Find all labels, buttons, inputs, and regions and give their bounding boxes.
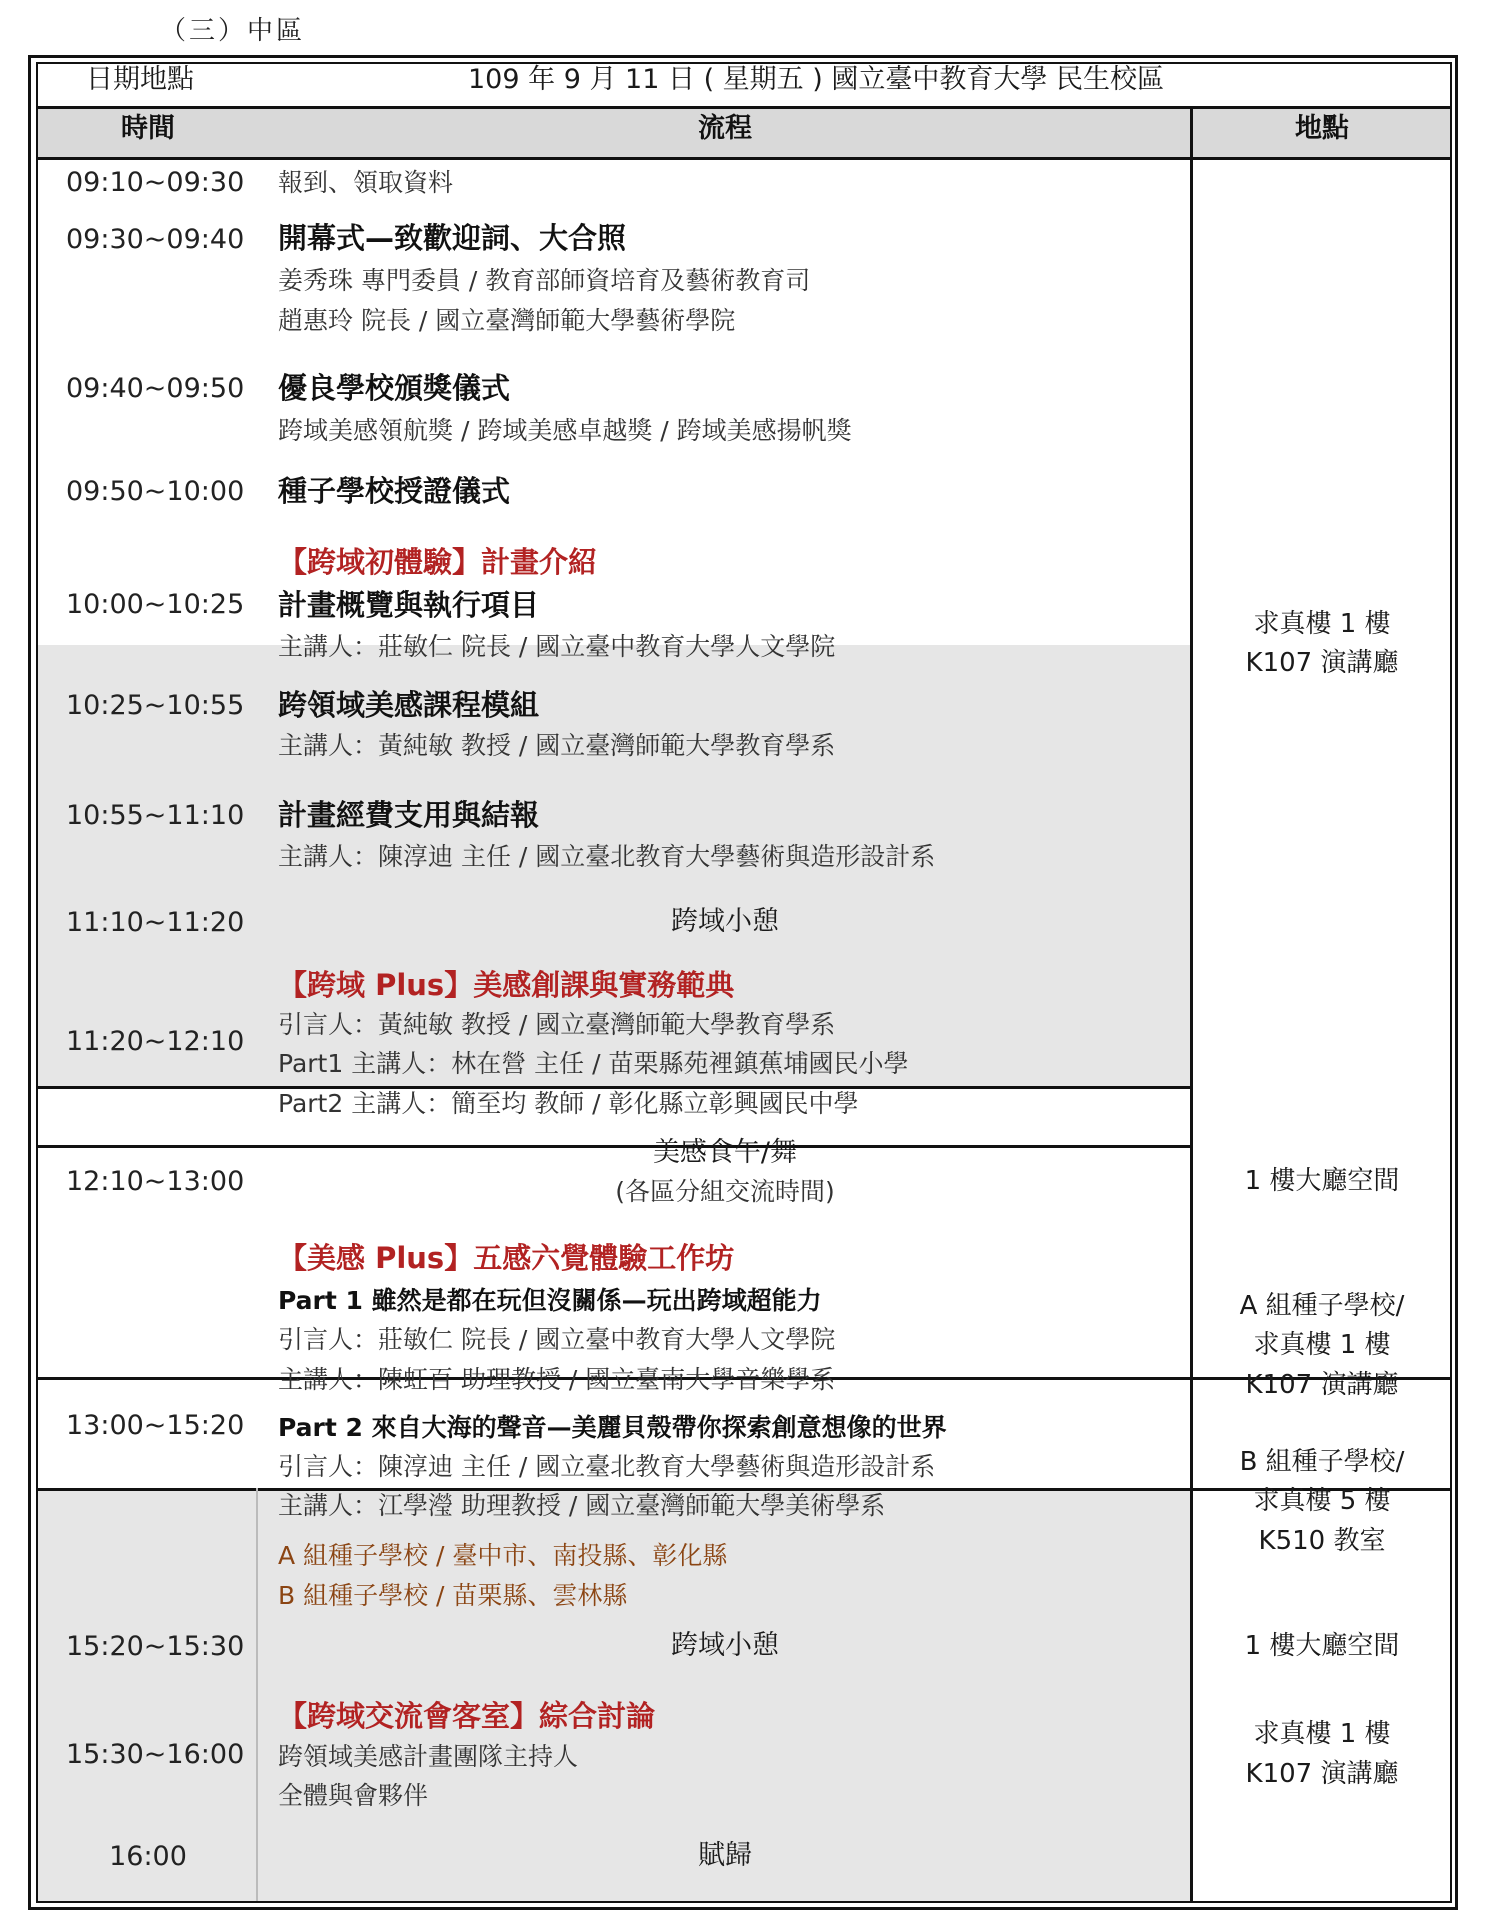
place-a-2: 求真樓 1 樓 (1253, 1330, 1391, 1361)
place-main-1: 求真樓 1 樓 (1253, 608, 1391, 639)
time-1600: 16:00 (109, 1841, 187, 1873)
budget-speaker: 主講人：陳淳迪 主任 / 國立臺北教育大學藝術與造形設計系 (278, 841, 936, 871)
time-0940: 09:40~09:50 (66, 373, 245, 405)
time-1055: 10:55~11:10 (66, 800, 245, 832)
award-line-1: 跨域美感領航獎 / 跨域美感卓越獎 / 跨域美感揚帆獎 (278, 416, 852, 446)
flow-overview: 計畫概覽與執行項目 (278, 588, 540, 623)
time-1025: 10:25~10:55 (66, 689, 245, 721)
place-b-1: B 組種子學校/ (1239, 1446, 1405, 1477)
col-flow: 流程 (698, 113, 752, 145)
workshop-part2: Part 2 來自大海的聲音—美麗貝殼帶你探索創意想像的世界 (278, 1412, 947, 1442)
time-1530: 15:30~16:00 (66, 1739, 245, 1771)
flow-lunch: 美感食午/舞 (652, 1136, 798, 1168)
part2-line-2: 主講人：江學瀅 助理教授 / 國立臺灣師範大學美術學系 (278, 1491, 886, 1521)
flow-award: 優良學校頒獎儀式 (278, 371, 511, 406)
workshop-heading: 【美感 Plus】五感六覺體驗工作坊 (278, 1241, 735, 1276)
place-a-3: K107 演講廳 (1245, 1369, 1399, 1400)
place-lobby-1: 1 樓大廳空間 (1244, 1165, 1400, 1196)
time-1520: 15:20~15:30 (66, 1631, 245, 1663)
flow-certificate: 種子學校授證儀式 (278, 474, 511, 509)
place-lobby-2: 1 樓大廳空間 (1244, 1631, 1400, 1662)
place-main-2: K107 演講廳 (1245, 647, 1399, 678)
time-1110: 11:10~11:20 (66, 907, 245, 939)
time-1120: 11:20~12:10 (66, 1026, 245, 1058)
time-1300: 13:00~15:20 (66, 1410, 245, 1442)
flow-opening: 開幕式—致歡迎詞、大合照 (278, 221, 627, 256)
plus-line-3: Part2 主講人：簡至均 教師 / 彰化縣立彰興國民中學 (278, 1088, 859, 1118)
place-exchange-2: K107 演講廳 (1245, 1758, 1399, 1789)
col-time: 時間 (121, 113, 175, 145)
schedule-table (36, 62, 1452, 1903)
section-heading: （三）中區 (160, 16, 306, 46)
col-place: 地點 (1295, 113, 1349, 145)
time-0930: 09:30~09:40 (66, 223, 245, 255)
flow-break-1: 跨域小憩 (671, 905, 779, 937)
part2-line-1: 引言人：陳淳迪 主任 / 國立臺北教育大學藝術與造形設計系 (278, 1451, 936, 1481)
flow-break-2: 跨域小憩 (671, 1630, 779, 1662)
flow-registration: 報到、領取資料 (278, 168, 454, 198)
exchange-line-1: 跨領域美感計畫團隊主持人 (278, 1741, 579, 1771)
intro-heading: 【跨域初體驗】計畫介紹 (278, 545, 598, 580)
flow-budget: 計畫經費支用與結報 (278, 798, 540, 833)
flow-depart: 賦歸 (698, 1839, 752, 1871)
time-1000: 10:00~10:25 (66, 589, 245, 621)
workshop-part1: Part 1 雖然是都在玩但沒關係—玩出跨域超能力 (278, 1286, 822, 1316)
overview-speaker: 主講人：莊敏仁 院長 / 國立臺中教育大學人文學院 (278, 632, 836, 662)
plus-line-2: Part1 主講人：林在營 主任 / 苗栗縣苑裡鎮蕉埔國民小學 (278, 1049, 909, 1079)
time-0950: 09:50~10:00 (66, 476, 245, 508)
group-b: B 組種子學校 / 苗栗縣、雲林縣 (278, 1580, 628, 1610)
opening-line-2: 趙惠玲 院長 / 國立臺灣師範大學藝術學院 (278, 305, 736, 335)
date-value: 109 年 9 月 11 日 ( 星期五 ) 國立臺中教育大學 民生校區 (468, 64, 1164, 95)
exchange-line-2: 全體與會夥伴 (278, 1780, 429, 1810)
part1-line-1: 引言人：莊敏仁 院長 / 國立臺中教育大學人文學院 (278, 1325, 836, 1355)
part1-line-2: 主講人：陳虹百 助理教授 / 國立臺南大學音樂學系 (278, 1364, 836, 1394)
time-0910: 09:10~09:30 (66, 167, 245, 199)
group-a: A 組種子學校 / 臺中市、南投縣、彰化縣 (278, 1541, 728, 1571)
flow-lunch-sub: (各區分組交流時間) (615, 1176, 835, 1206)
flow-module: 跨領域美感課程模組 (278, 687, 540, 722)
opening-line-1: 姜秀珠 專門委員 / 教育部師資培育及藝術教育司 (278, 266, 811, 296)
date-label: 日期地點 (86, 64, 194, 95)
place-a-1: A 組種子學校/ (1239, 1291, 1405, 1322)
time-1210: 12:10~13:00 (66, 1166, 245, 1198)
module-speaker: 主講人：黃純敏 教授 / 國立臺灣師範大學教育學系 (278, 731, 836, 761)
plus-heading: 【跨域 Plus】美感創課與實務範典 (278, 967, 735, 1002)
exchange-heading: 【跨域交流會客室】綜合討論 (278, 1699, 656, 1734)
place-exchange-1: 求真樓 1 樓 (1253, 1719, 1391, 1750)
place-b-2: 求真樓 5 樓 (1253, 1486, 1391, 1517)
place-b-3: K510 教室 (1258, 1525, 1386, 1556)
plus-line-1: 引言人：黃純敏 教授 / 國立臺灣師範大學教育學系 (278, 1010, 836, 1040)
